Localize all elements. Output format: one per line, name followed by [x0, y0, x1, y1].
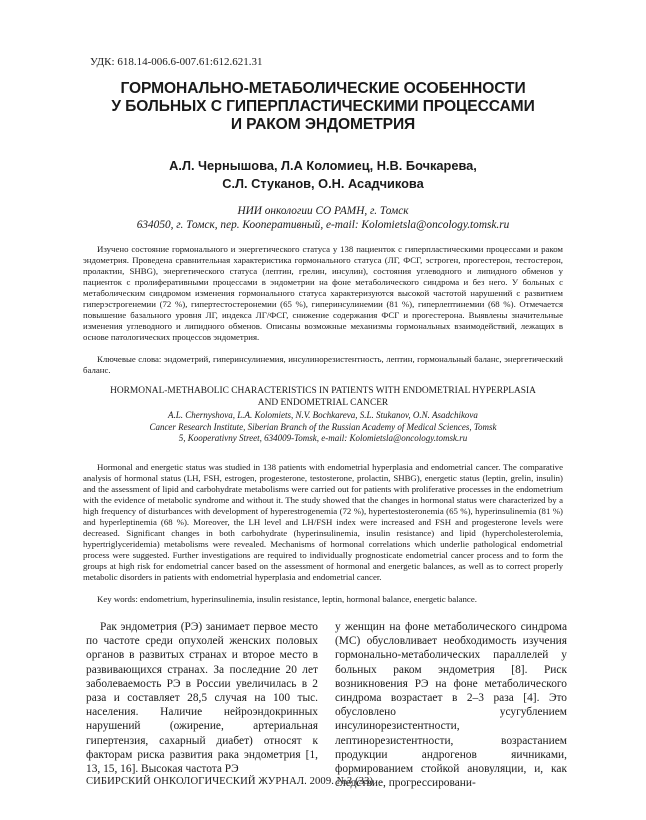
- authors-line: А.Л. Чернышова, Л.А Коломиец, Н.В. Бочкарева,: [169, 158, 477, 173]
- english-title-line: AND ENDOMETRIAL CANCER: [257, 397, 389, 408]
- title-line: ГОРМОНАЛЬНО-МЕТАБОЛИЧЕСКИЕ ОСОБЕННОСТИ: [120, 80, 526, 97]
- journal-footer: СИБИРСКИЙ ОНКОЛОГИЧЕСКИЙ ЖУРНАЛ. 2009. №3 (33): [86, 776, 374, 787]
- authors: [90, 157, 556, 193]
- keywords-english: Key words: endometrium, hyperinsulinemia, insulin resistance, leptin, hormonal balance, energetic balance.: [97, 594, 477, 604]
- english-title-line: HORMONAL-METHABOLIC CHARACTERISTICS IN PATIENTS WITH ENDOMETRIAL HYPERPLASIA: [110, 386, 536, 396]
- english-title: [83, 386, 563, 409]
- abstract-english: Hormonal and energetic status was studied in 138 patients with endometrial hyperplasia and endometrial cancer. The comparative analysis of hormonal status (LH, FSH, estrogen, progesterone, testosterone, prolactin, SHBG), energetic status (leptin, grelin, insulin) and the assessment of lipid and carbohydrate metabolisms were carried out for patients with proliferative processes in the endometrium with the evidence of metabolic syndrome and without it. The study showed that the changes in hormonal status were characterized by a high frequency of disturbances with development of hyperestrogenemia (72 %), hypertestosteronemia (65 %), hyperinsulinemia (81 %) and hyperleptinemia (68 %). Moreover, the LH level and LH/FSH index were increased and FSH and progesterone levels were decreased. Significant changes in both carbohydrate (hyperinsulinemia, insulin resistance) and lipid (hypercholesterolemia, hypertriglyceridemia) metabolisms were revealed. Mechanisms of hormonal correlations which underlie pathological endometrial process were suggested. Further investigations are required to individually prognosticate endometrial cancer process and to form the groups at high risk for endometrial cancer based on the assessment of hormonal and energetic balances, as well as to correct properly metabolic disorders in patients with endometrial hyperplasia and endometrial cancer.: [83, 462, 563, 582]
- affiliation: [90, 204, 556, 232]
- english-authors-affiliation: [83, 410, 563, 445]
- affiliation-line: НИИ онкологии СО РАМН, г. Томск: [237, 205, 409, 217]
- affiliation-line: 634050, г. Томск, пер. Кооперативный, e-mail: Kolomietsla@oncology.tomsk.ru: [136, 219, 510, 231]
- article-title: [80, 80, 566, 134]
- keywords-russian: Ключевые слова: эндометрий, гиперинсулинемия, инсулинорезистентность, лептин, гормональный баланс, энергетический баланс.: [83, 354, 563, 375]
- english-affiliation-line: Cancer Research Institute, Siberian Branch of the Russian Academy of Medical Sciences, Tomsk: [149, 421, 497, 432]
- title-line: У БОЛЬНЫХ С ГИПЕРПЛАСТИЧЕСКИМИ ПРОЦЕССАМИ: [111, 98, 535, 115]
- title-line: И РАКОМ ЭНДОМЕТРИЯ: [230, 116, 416, 133]
- udk-code: УДК: 618.14-006.6-007.61:612.621.31: [90, 56, 263, 68]
- body-column-right: у женщин на фоне метаболического синдрома (МС) обусловливает необходимость изучения гормонально-метаболических параллелей у больных раком эндометрия [8]. Риск возникновения РЭ на фоне метаболического синдрома возрастает в 2–3 раза [4]. Это обусловлено усугублением инсулинорезистентности, лептинорезистентности, возрастанием продукции андрогенов яичниками, формированием стойкой ановуляции, и, как следствие, прогрессировани-: [335, 621, 567, 790]
- abstract-russian: Изучено состояние гормонального и энергетического статуса у 138 пациенток с гиперпластическими процессами и раком эндометрия. Проведена сравнительная характеристика гормонального статуса (ЛГ, ФСГ, эстроген, прогестерон, тестостерон, пролактин, SHBG), энергетического статуса (лептин, грелин, инсулин), состояния углеводного и липидного обменов у пациенток с пролиферативными процессами в эндометрии на фоне метаболического синдрома и без него. У больных с метаболическим синдромом изменения гормонального статуса характеризуются высокой частотой нарушений с развитием гиперэстрогенемии (72 %), гипертестостеронемии (65 %), гиперинсулинемии (81 %), гиперлептинемии (68 %). Отмечается повышение базального уровня ЛГ, индекса ЛГ/ФСГ, снижение содержания ФСГ и прогестерона. Выявлены значительные изменения углеводного и липидного обменов. Описаны возможные механизмы гормональных взаимодействий, лежащих в основе патологических процессов эндометрия.: [83, 244, 563, 342]
- body-column-left: Рак эндометрия (РЭ) занимает первое место по частоте среди опухолей женских половых органов в развитых странах и второе место в развивающихся странах. За последние 20 лет заболеваемость РЭ в России увеличилась в 2 раза и составляет 28,5 случая на 100 тыс. населения. Наличие нейроэндокринных нарушений (ожирение, артериальная гипертензия, сахарный диабет) относят к факторам риска развития рака эндометрия [1, 13, 15, 16]. Высокая частота РЭ: [86, 621, 318, 776]
- english-affiliation-line: 5, Kooperativny Street, 634009-Tomsk, e-mail: Kolomietsla@oncology.tomsk.ru: [178, 433, 468, 443]
- authors-line: С.Л. Стуканов, О.Н. Асадчикова: [222, 176, 424, 191]
- english-authors: A.L. Chernyshova, L.A. Kolomiets, N.V. Bochkareva, S.L. Stukanov, O.N. Asadchikova: [168, 410, 478, 420]
